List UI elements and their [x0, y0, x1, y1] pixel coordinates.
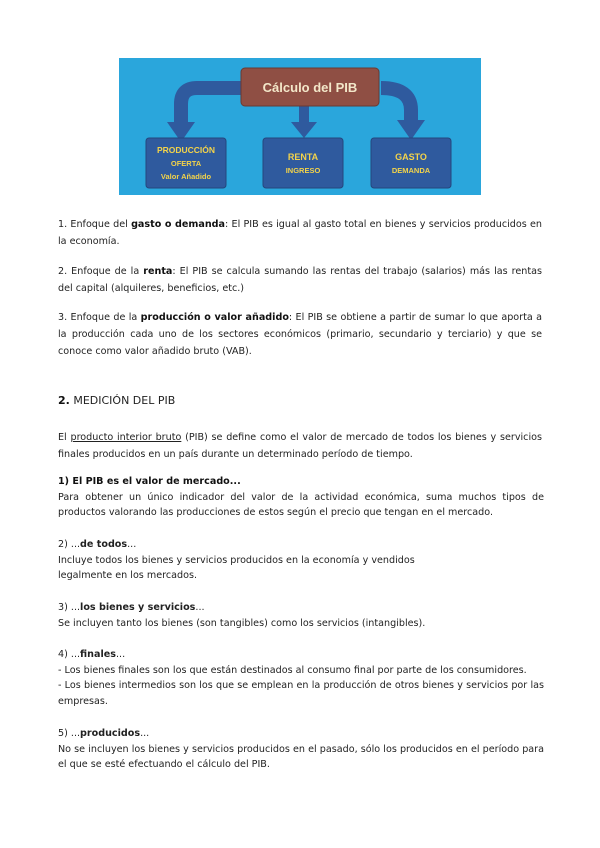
item-text: legalmente en los mercados. — [58, 570, 198, 581]
approach-text: : El PIB se calcula sumando las rentas del trabajo (salarios) más las rentas del capital (alquileres, beneficios, etc.) — [58, 266, 542, 294]
approach-number: 2. — [58, 266, 68, 277]
approach-text: : El PIB se obtiene a partir de sumar lo que aporta a la producción cada uno de los sectores económicos (primario, secundario y terciario) y que se conoce como valor añadido bruto (VAB). — [58, 312, 542, 357]
approach-number: 3. — [58, 312, 68, 323]
approach-number: 1. — [58, 219, 68, 230]
item-title-suffix: ... — [140, 728, 150, 739]
approach-bold: renta — [143, 266, 173, 277]
item-title-bold: de todos — [80, 539, 128, 550]
item-title: 1) El PIB es el valor de mercado... — [58, 476, 241, 487]
item-text: No se incluyen los bienes y servicios producidos en el pasado, sólo los producidos en el período para el que se esté efectuando el cálculo del PIB. — [58, 743, 544, 770]
item-5 — [58, 726, 544, 773]
intro-text: (PIB) se define como el valor de mercado de todos los bienes y servicios finales producidos en un país durante un determinado período de tiempo. — [58, 432, 542, 460]
box-produccion-line2: OFERTA — [170, 159, 202, 168]
item-title-prefix: 3) ... — [58, 602, 81, 613]
item-title-prefix: 2) ... — [58, 539, 81, 550]
item-title-bold: finales — [80, 649, 116, 660]
item-title-prefix: 5) ... — [58, 728, 81, 739]
item-2 — [58, 537, 544, 584]
box-produccion-line3: Valor Añadido — [160, 172, 212, 181]
item-title-bold: producidos — [80, 728, 141, 739]
item-title-prefix: 4) ... — [58, 649, 81, 660]
approach-bold: producción o valor añadido — [140, 312, 289, 323]
approach-bold: gasto o demanda — [131, 219, 226, 230]
intro-text: El — [58, 432, 71, 443]
diagram-graphic — [119, 58, 481, 195]
item-title-suffix: ... — [127, 539, 137, 550]
intro-paragraph — [58, 429, 542, 463]
approach-produccion — [58, 309, 542, 360]
box-produccion-line1: PRODUCCIÓN — [156, 145, 216, 155]
item-text: - Los bienes intermedios son los que se emplean en la producción de otros bienes y servicios por las empresas. — [58, 680, 544, 707]
arrow-middle-icon — [299, 104, 309, 124]
item-title — [58, 600, 544, 616]
approach-text: : El PIB es igual al gasto total en bienes y servicios producidos en la economía. — [58, 219, 542, 247]
box-renta-line2: INGRESO — [285, 166, 321, 175]
item-title — [58, 647, 544, 663]
approach-renta — [58, 263, 542, 297]
box-renta — [263, 138, 343, 188]
item-4 — [58, 647, 544, 709]
box-gasto-line1: GASTO — [395, 152, 427, 162]
item-text: Para obtener un único indicador del valor de la actividad económica, suma muchos tipos de productos valorando las producciones de estos según el precio que tengan en el mercado. — [58, 491, 544, 518]
pib-link[interactable]: producto interior bruto — [70, 432, 182, 443]
item-text: Se incluyen tanto los bienes (son tangibles) como los servicios (intangibles). — [58, 617, 426, 629]
item-text: - Los bienes finales son los que están destinados al consumo final por parte de los consumidores. — [58, 664, 527, 676]
approach-text: Enfoque de la — [67, 312, 141, 323]
item-title — [58, 726, 544, 742]
item-3 — [58, 600, 544, 631]
approach-gasto — [58, 216, 542, 250]
box-renta-line1: RENTA — [287, 152, 319, 162]
pib-calculation-diagram — [119, 58, 481, 195]
section-heading — [58, 392, 542, 409]
item-title-suffix: ... — [195, 602, 205, 613]
item-title-bold: los bienes y servicios — [80, 602, 196, 613]
approach-text: Enfoque de la — [67, 266, 144, 277]
item-title-suffix: ... — [115, 649, 126, 660]
box-gasto — [371, 138, 451, 188]
box-gasto-line2: DEMANDA — [391, 166, 431, 175]
item-title — [58, 537, 544, 553]
item-text: Incluye todos los bienes y servicios producidos en la economía y vendidos — [58, 554, 415, 566]
item-1 — [58, 474, 544, 521]
section-title: MEDICIÓN DEL PIB — [69, 394, 176, 407]
diagram-title: Cálculo del PIB — [262, 80, 358, 95]
approach-text: Enfoque del — [67, 219, 132, 230]
section-number: 2. — [58, 394, 70, 407]
